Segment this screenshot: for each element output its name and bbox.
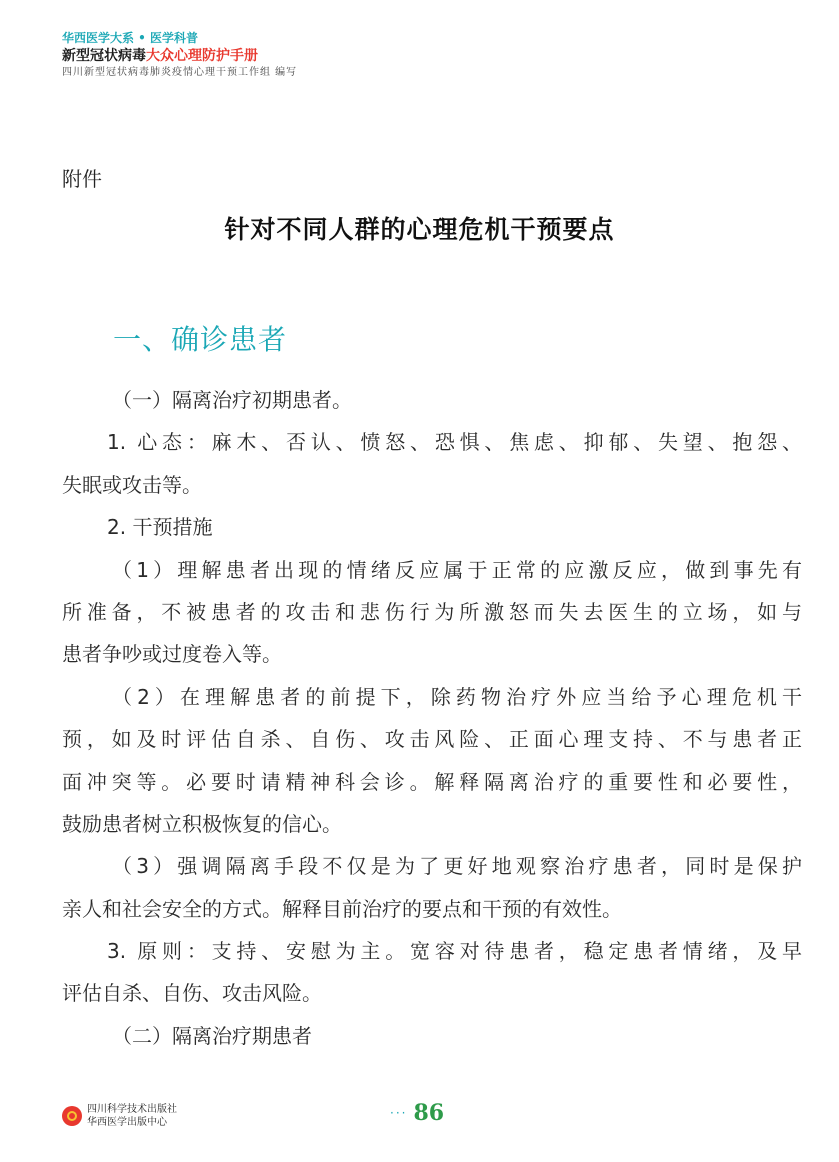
publisher-name-1: 四川科学技术出版社 (87, 1104, 177, 1115)
author-credit: 四川新型冠状病毒肺炎疫情心理干预工作组 编写 (62, 67, 298, 78)
paragraph-line: 患者争吵或过度卷入等。 (62, 642, 282, 667)
paragraph-line: 1. 心态：麻木、否认、愤怒、恐惧、焦虑、抑郁、失望、抱怨、 (107, 430, 802, 455)
publisher-name-2: 华西医学出版中心 (87, 1117, 167, 1128)
section-heading: 一、确诊患者 (113, 323, 288, 356)
publisher-block (62, 1103, 177, 1129)
paragraph-line: 2. 干预措施 (107, 515, 213, 540)
book-title-main: 新型冠状病毒 (62, 48, 146, 64)
decorative-dots: ··· (390, 1106, 408, 1120)
paragraph-line: 所准备，不被患者的攻击和悲伤行为所激怒而失去医生的立场，如与 (62, 599, 802, 624)
publisher-logo-icon (62, 1106, 82, 1126)
paragraph-line: 亲人和社会安全的方式。解释目前治疗的要点和干预的有效性。 (62, 896, 622, 921)
paragraph-line: 评估自杀、自伤、攻击风险。 (62, 981, 322, 1006)
subsection-heading: （一）隔离治疗初期患者。 (112, 388, 352, 412)
book-title-accent: 大众心理防护手册 (146, 48, 258, 64)
page-number: 86 (413, 1100, 445, 1126)
document-title: 针对不同人群的心理危机干预要点 (224, 215, 615, 244)
paragraph-line: （3）强调隔离手段不仅是为了更好地观察治疗患者，同时是保护 (112, 854, 802, 879)
series-name: 华西医学大系 • 医学科普 (62, 31, 199, 45)
publisher-names (87, 1103, 177, 1129)
paragraph-line: （2）在理解患者的前提下，除药物治疗外应当给予心理危机干 (112, 684, 802, 709)
paragraph-line: 面冲突等。必要时请精神科会诊。解释隔离治疗的重要性和必要性， (62, 769, 802, 794)
paragraph-line: 失眠或攻击等。 (62, 472, 202, 497)
book-title (62, 49, 297, 67)
page-number-block (390, 1100, 444, 1126)
paragraph-line: （1）理解患者出现的情绪反应属于正常的应激反应，做到事先有 (112, 557, 802, 582)
paragraph-line: 鼓励患者树立积极恢复的信心。 (62, 811, 342, 836)
paragraph-line: 3. 原则：支持、安慰为主。宽容对待患者，稳定患者情绪，及早 (107, 939, 802, 964)
running-header (62, 32, 297, 78)
paragraph-line: 预，如及时评估自杀、自伤、攻击风险、正面心理支持、不与患者正 (62, 727, 802, 752)
annex-label: 附件 (62, 167, 102, 191)
subsection-heading: （二）隔离治疗期患者 (112, 1023, 312, 1048)
body-text (62, 379, 802, 1057)
